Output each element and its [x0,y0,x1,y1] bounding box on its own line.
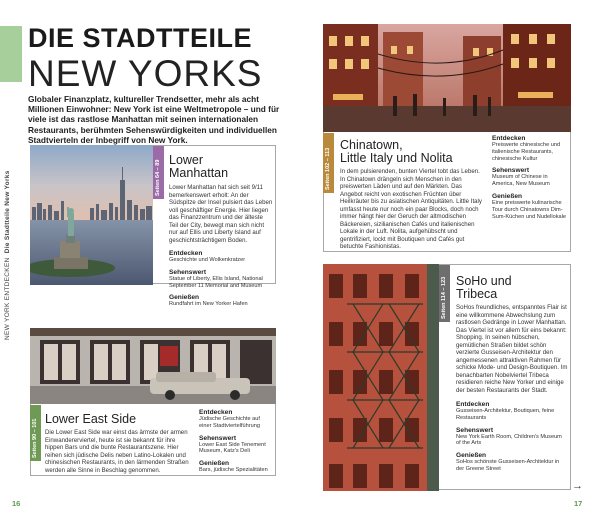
card-title-line1: Chinatown, [340,138,403,152]
side-label-light: NEW YORK ENTDECKEN [4,257,11,340]
side-green-marker [0,26,22,82]
card-body: SoHos freundliches, entspanntes Flair ist eine willkommene Abwechslung zum rastlosen Gedränge in Lower Manhattan. Das Viertel ist vor allem für eins bekannt: Shopping. In seinen hübschen, gemütlichen Straßen bildet schön verzierte Gusseisen-Architektur den angemessenen attraktiven Rahmen für schicke Mode- und Design-Boutiquen. Im benachbarten Nobelviertel Tribeca residieren reiche New Yorker und einige der besten Restaurants der Stadt. [456,304,568,394]
pages-label: Seiten 90 – 101 [32,418,38,458]
card-facts-lower-east-side [199,409,273,474]
section-heading-entdecken: Entdecken [169,250,203,257]
section-heading-entdecken: Entdecken [199,409,233,416]
section-heading-sehenswert: Sehenswert [199,434,237,442]
section-body-geniessen: Eine preiswerte kulinarische Tour durch Chinatowns Dim-Sum-Küchen und Nudellokale [492,199,567,220]
photo-lower-manhattan [30,145,153,285]
section-body-entdecken: Geschichte und Wolkenkratzer [169,257,246,263]
pages-tag-soho [439,265,450,322]
section-body-sehenswert: Statue of Liberty, Ellis Island, National September 11 Memorial and Museum [169,275,263,289]
headline-line1: DIE STADTTEILE [28,23,253,53]
card-text-soho [456,275,568,473]
card-title-line2: Tribeca [456,287,498,301]
section-heading-sehenswert: Sehenswert [492,167,530,175]
page-number-left: 16 [12,499,21,508]
card-body: Die Lower East Side war einst das ärmste der armen Einwandererviertel, heute ist sie bekannt für ihre hippen Bars und die bunte Restaurantszene. Hier reihen sich jüdische Delis neben Latino-Lokalen und chinesischen Restaurants, in den lärmenden Straßen werden alle Sinne in Beschlag genommen. [45,429,189,474]
section-heading-entdecken: Entdecken [456,401,490,408]
section-heading-geniessen: Genießen [199,460,230,468]
card-facts-chinatown [492,135,568,220]
section-body-entdecken: Jüdische Geschichte auf einer Stadtviertelführung [199,416,260,429]
section-heading-sehenswert: Sehenswert [456,426,494,434]
card-text-chinatown [340,139,485,251]
headline-line2: NEW YORKS [28,53,263,94]
side-running-title [4,170,11,340]
card-body: Lower Manhattan hat sich seit 9/11 bemerkenswert erholt: An der Südspitze der Insel pulsiert das Leben voll geschäftiger Energie. Hier liegen das Finanzzentrum und der älteste Teil der City, bewegt man sich nicht nur auf Ellis und Liberty Island auf geschichtsträchtigem Boden. [169,184,273,244]
section-body-geniessen: Rundfahrt im New Yorker Hafen [169,301,248,308]
section-heading-geniessen: Genießen [456,452,487,460]
card-body: In dem pulsierenden, bunten Viertel tobt das Leben. In Chinatown drängeln sich Menschen in den preiswerten Läden und auf den Märkten. Das Angebot reicht von exotischen Früchten über Heilkräuter bis zu asiatischen Antiquitäten. Little Italy umfasst heute nur noch ein paar Blocks, doch noch immer hängt hier der Geruch der altmodischen Bäckereien, sizilianischen Cafés und italienischen Lokale in der Luft. Nolita, aufgehübscht und gentrifiziert, lockt mit Boutiquen und Cafés gut betuchte Fashionistas. [340,168,482,250]
card-title: Lower East Side [45,412,137,426]
section-body-geniessen: SoHos schönste Gusseisen-Architektur in der Greene Street [456,459,560,472]
page-number-right: 17 [574,499,583,508]
card-title-line2: Little Italy und Nolita [340,151,453,165]
card-title-line1: SoHo und [456,274,512,288]
pages-tag-lower-manhattan [153,146,164,199]
card-soho [323,264,571,490]
pages-label: Seiten 102 – 113 [325,147,331,190]
intro-text: Globaler Finanzplatz, kultureller Trendsetter, mehr als acht Millionen Einwohner: New York ist eine Weltmetropole – und für viele ist das rastlose Manhattan mit seinen internationalen Restaurants, berühmten Sehenswürdigkeiten und individuellen Stadtvierteln der Inbegriff von New York. [28,94,280,145]
section-body-geniessen: Bars, jüdische Spezialitäten [199,467,268,474]
card-lower-east-side [30,328,276,476]
section-body-entdecken: Gusseisen-Architektur, Boutiquen, feine Restaurants [456,408,555,421]
section-heading-geniessen: Genießen [169,294,200,302]
photo-lower-east-side [30,328,276,404]
next-page-arrow-icon[interactable]: → [572,480,583,492]
card-title-line2: Manhattan [169,166,229,180]
side-label-bold: Die Stadtteile New Yorks [4,170,11,254]
section-body-sehenswert: New York Earth Room, Children's Museum of the Arts [456,433,562,447]
card-text-lower-east-side [45,413,191,474]
section-body-sehenswert: Museum of Chinese in America, New Museum [492,174,550,188]
side-bar [0,0,22,521]
card-title-line1: Lower [169,153,204,167]
pages-tag-lower-east-side [30,405,41,461]
photo-soho [323,264,439,491]
card-chinatown [323,24,571,252]
section-heading-entdecken: Entdecken [492,135,526,142]
section-body-sehenswert: Lower East Side Tenement Museum, Katz's Deli [199,441,266,455]
photo-chinatown [323,24,571,132]
pages-label: Seiten 114 – 123 [441,276,447,319]
card-text-lower-manhattan [169,154,273,308]
section-body-entdecken: Preiswerte chinesische und italienische Restaurants, chinesische Kultur [492,142,561,162]
headline [28,24,262,94]
section-heading-geniessen: Genießen [492,192,523,200]
card-lower-manhattan [30,145,276,308]
pages-tag-chinatown [323,133,334,193]
pages-label: Seiten 64 – 89 [155,159,161,196]
section-heading-sehenswert: Sehenswert [169,268,207,276]
